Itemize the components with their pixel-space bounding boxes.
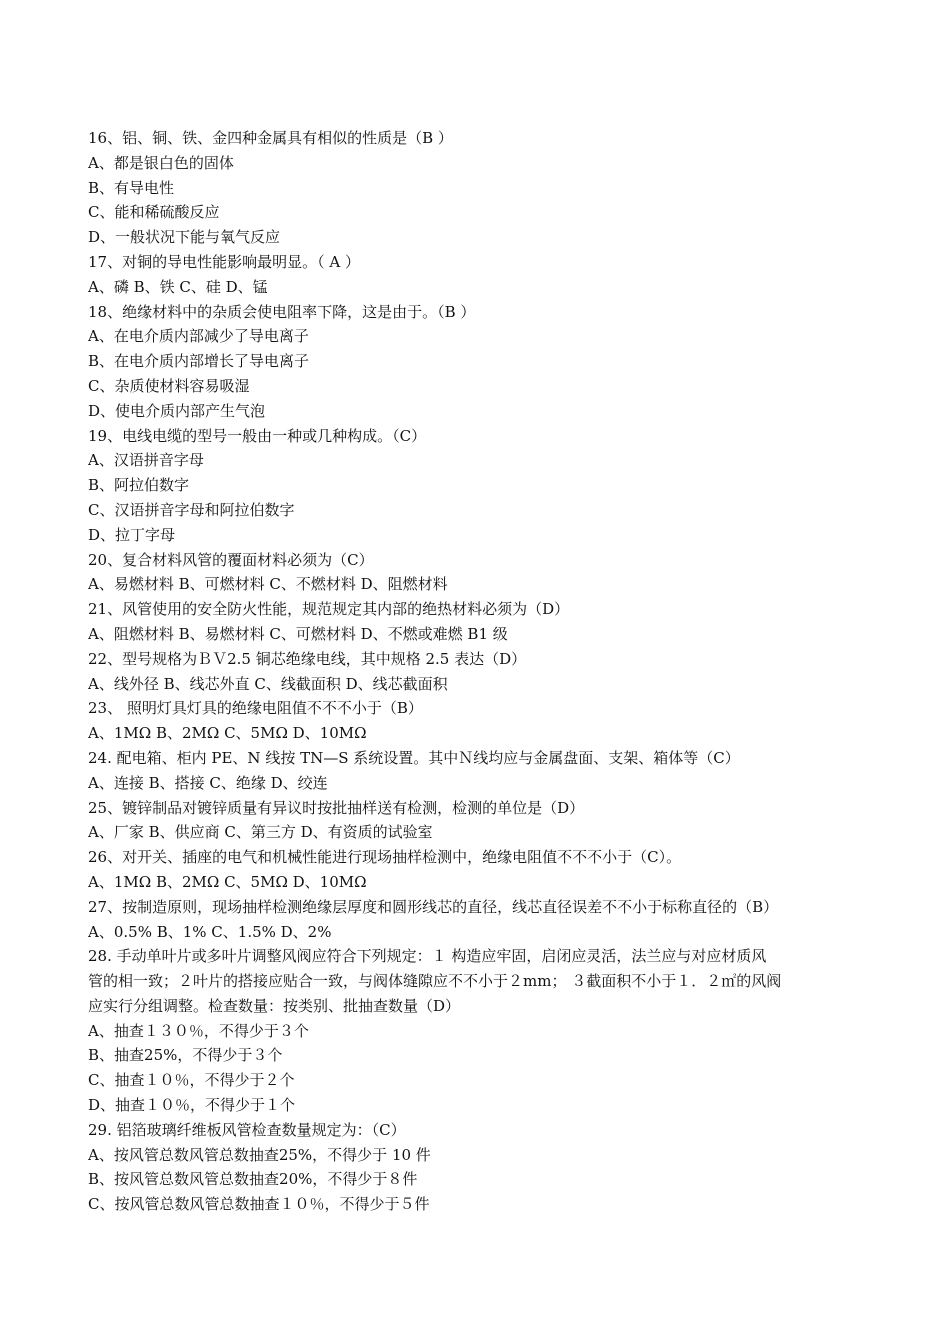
question-28-option-c: C、抽查１０％，不得少于２个	[88, 1071, 295, 1090]
question-28-stem-line-2: 管的相一致；２叶片的搭接应贴合一致，与阀体缝隙应不不小于２mm； ３截面积不小于１．２㎡的风阀	[88, 972, 782, 991]
question-29-option-b: B、按风管总数风管总数抽查20%，不得少于８件	[88, 1170, 418, 1189]
question-17-stem: 17、对铜的导电性能影响最明显。（ A ）	[88, 252, 360, 271]
question-22-options: A、线外径 B、线芯外直 C、线截面积 D、线芯截面积	[88, 674, 448, 693]
question-19-option-a: A、汉语拼音字母	[88, 451, 204, 470]
question-27-options: A、0.5% B、1% C、1.5% D、2%	[88, 922, 332, 941]
question-29-option-c: C、按风管总数风管总数抽查１０％，不得少于５件	[88, 1195, 430, 1214]
question-20-options: A、易燃材料 B、可燃材料 C、不燃材料 D、阻燃材料	[88, 575, 448, 594]
question-18-option-a: A、在电介质内部减少了导电离子	[88, 327, 309, 346]
question-28-option-b: B、抽查25%，不得少于３个	[88, 1046, 283, 1065]
question-18-stem: 18、绝缘材料中的杂质会使电阻率下降，这是由于。（B ）	[88, 302, 476, 321]
question-29-stem: 29. 铝箔玻璃纤维板风管检查数量规定为：（C）	[88, 1120, 406, 1139]
question-16-stem: 16、铝、铜、铁、金四种金属具有相似的性质是（B ）	[88, 129, 453, 147]
question-22-stem: 22、型号规格为ＢＶ2.5 铜芯绝缘电线，其中规格 2.5 表达（D）	[88, 649, 527, 668]
question-28-option-a: A、抽查１３０％，不得少于３个	[88, 1021, 309, 1040]
question-16-option-b: B、有导电性	[88, 178, 175, 197]
question-19-option-b: B、阿拉伯数字	[88, 476, 190, 495]
question-25-stem: 25、镀锌制品对镀锌质量有异议时按批抽样送有检测，检测的单位是（D）	[88, 798, 585, 817]
question-29-option-a: A、按风管总数风管总数抽查25%，不得少于 10 件	[88, 1145, 431, 1164]
question-20-stem: 20、复合材料风管的覆面材料必须为（C）	[88, 550, 374, 569]
question-17-options: A、磷 B、铁 C、硅 D、锰	[88, 277, 268, 296]
question-26-stem: 26、对开关、插座的电气和机械性能进行现场抽样检测中，绝缘电阻值不不不小于（C）。	[88, 848, 682, 867]
question-23-stem: 23、 照明灯具灯具的绝缘电阻值不不不小于（B）	[88, 699, 423, 718]
question-21-options: A、阻燃材料 B、易燃材料 C、可燃材料 D、不燃或难燃 B1 级	[88, 624, 508, 643]
question-16-option-d: D、一般状况下能与氧气反应	[88, 228, 281, 247]
question-18-option-b: B、在电介质内部增长了导电离子	[88, 352, 310, 371]
question-28-stem-line-3: 应实行分组调整。检查数量：按类别、批抽查数量（D）	[88, 996, 461, 1015]
question-28-option-d: D、抽查１０％，不得少于１个	[88, 1096, 296, 1115]
question-25-options: A、厂家 B、供应商 C、第三方 D、有资质的试验室	[88, 823, 433, 842]
question-18-option-d: D、使电介质内部产生气泡	[88, 401, 266, 420]
question-19-option-d: D、拉丁字母	[88, 525, 176, 544]
question-24-options: A、连接 B、搭接 C、绝缘 D、绞连	[88, 773, 328, 792]
question-24-stem: 24. 配电箱、柜内 PE、N 线按 TN—S 系统设置。其中Ｎ线均应与金属盘面、支架、箱体等（C）	[88, 748, 740, 767]
question-16-option-a: A、都是银白色的固体	[88, 153, 234, 172]
question-18-option-c: C、杂质使材料容易吸湿	[88, 376, 250, 395]
question-26-options: A、1MΩ B、2MΩ C、5MΩ D、10MΩ	[88, 872, 367, 891]
question-28-stem-line-1: 28. 手动单叶片或多叶片调整风阀应符合下列规定：１ 构造应牢固，启闭应灵活，法兰应与对应材质风	[88, 947, 767, 966]
question-21-stem: 21、风管使用的安全防火性能，规范规定其内部的绝热材料必须为（D）	[88, 600, 570, 619]
question-16-option-c: C、能和稀硫酸反应	[88, 203, 220, 222]
question-27-stem: 27、按制造原则，现场抽样检测绝缘层厚度和圆形线芯的直径，线芯直径误差不不小于标称直径的（B）	[88, 897, 779, 916]
document-page	[88, 126, 868, 1217]
question-23-options: A、1MΩ B、2MΩ C、5MΩ D、10MΩ	[88, 724, 367, 743]
question-19-option-c: C、汉语拼音字母和阿拉伯数字	[88, 500, 295, 519]
question-19-stem: 19、电线电缆的型号一般由一种或几种构成。（C）	[88, 426, 427, 445]
